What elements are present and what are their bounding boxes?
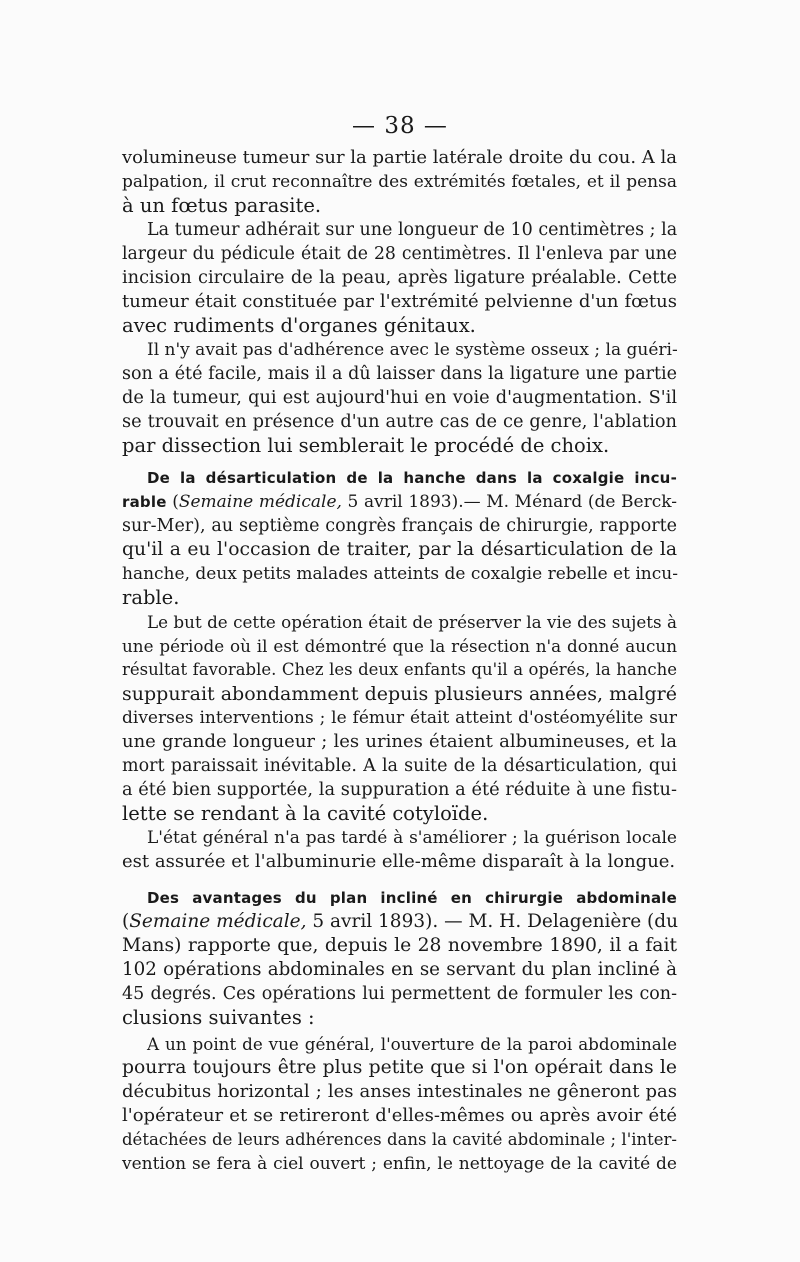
text-line: clusions suivantes :: [122, 1006, 315, 1029]
text-line: diverses interventions ; le fémur était atteint d'ostéomyélite sur: [122, 708, 677, 728]
text-line: lette se rendant à la cavité cotyloïde.: [122, 802, 489, 825]
text-line: L'état général n'a pas tardé à s'améliorer ; la guérison locale: [147, 828, 677, 848]
text-line: une grande longueur ; les urines étaient albumineuses, et la: [122, 731, 677, 752]
text-line: mort paraissait inévitable. A la suite de la désarticulation, qui: [122, 756, 677, 776]
text-line: Le but de cette opération était de préserver la vie des sujets à: [147, 612, 677, 632]
text-line: se trouvait en présence d'un autre cas de ce genre, l'ablation: [122, 412, 677, 432]
text-line: largeur du pédicule était de 28 centimètres. Il l'enleva par une: [122, 244, 677, 264]
page-number: — 38 —: [352, 113, 448, 139]
text-line: de la tumeur, qui est aujourd'hui en voie d'augmentation. S'il: [122, 388, 677, 408]
text-line: tumeur était constituée par l'extrémité pelvienne d'un fœtus: [122, 291, 677, 312]
text-line: volumineuse tumeur sur la partie latérale droite du cou. A la: [122, 147, 677, 168]
text-line: incision circulaire de la peau, après ligature préalable. Cette: [122, 268, 677, 288]
text-line: 102 opérations abdominales en se servant du plan incliné à: [122, 959, 677, 980]
text-line: a été bien supportée, la suppuration a été réduite à une fistu-: [122, 780, 677, 800]
text-line: Il n'y avait pas d'adhérence avec le système osseux ; la guéri-: [147, 340, 678, 360]
text-line: pourra toujours être plus petite que si l'on opérait dans le: [122, 1057, 677, 1078]
text-line: qu'il a eu l'occasion de traiter, par la désarticulation de la: [122, 539, 677, 560]
text-line: à un fœtus parasite.: [122, 194, 322, 217]
text-line: rable (Semaine médicale, 5 avril 1893).— M. Ménard (de Berck-: [122, 492, 677, 512]
text-line: résultat favorable. Chez les deux enfants qu'il a opérés, la hanche: [122, 660, 677, 679]
source-citation: Semaine médicale,: [178, 492, 342, 512]
text-line: détachées de leurs adhérences dans la cavité abdominale ; l'inter-: [122, 1130, 677, 1149]
text-line: 45 degrés. Ces opérations lui permettent de formuler les con-: [122, 984, 677, 1004]
text-line: A un point de vue général, l'ouverture de la paroi abdominale: [147, 1034, 677, 1054]
text-line: La tumeur adhérait sur une longueur de 10 centimètres ; la: [147, 220, 678, 240]
text-line: palpation, il crut reconnaître des extrémités fœtales, et il pensa: [122, 172, 677, 192]
text-line: par dissection lui semblerait le procédé de choix.: [122, 434, 610, 457]
text-line: suppurait abondamment depuis plusieurs années, malgré: [122, 683, 677, 705]
text-line: décubitus horizontal ; les anses intestinales ne gêneront pas: [122, 1081, 677, 1102]
text-line: avec rudiments d'organes génitaux.: [122, 314, 476, 337]
text-line: hanche, deux petits malades atteints de coxalgie rebelle et incu-: [122, 564, 678, 584]
text-line: rable.: [122, 586, 180, 609]
text-line: Mans) rapporte que, depuis le 28 novembre 1890, il a fait: [122, 935, 677, 956]
section-heading: De la désarticulation de la hanche dans la coxalgie incu-: [147, 469, 677, 487]
section-heading: Des avantages du plan incliné en chirurgie abdominale: [147, 889, 677, 907]
section-heading-end: rable: [122, 493, 167, 511]
text-line: sur-Mer), au septième congrès français de chirurgie, rapporte: [122, 516, 677, 536]
text-line: une période où il est démontré que la résection n'a donné aucun: [122, 636, 677, 656]
text-line: son a été facile, mais il a dû laisser dans la ligature une partie: [122, 364, 677, 384]
source-citation: Semaine médicale,: [129, 911, 307, 932]
text-line: vention se fera à ciel ouvert ; enfin, le nettoyage de la cavité de: [122, 1154, 677, 1174]
text-line: l'opérateur et se retireront d'elles-mêmes ou après avoir été: [122, 1105, 677, 1126]
text-line: (Semaine médicale, 5 avril 1893). — M. H. Delagenière (du: [122, 911, 679, 932]
text-line: est assurée et l'albuminurie elle-même disparaît à la longue.: [122, 851, 676, 872]
